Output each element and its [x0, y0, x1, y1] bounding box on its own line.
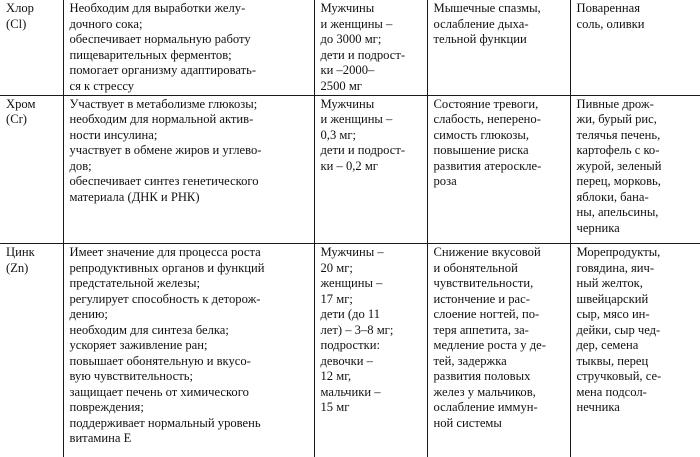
- deficiency-cell: [427, 244, 570, 457]
- cell-line: Мужчины –: [320, 245, 384, 260]
- element-cell: [0, 95, 63, 243]
- cell-line: девочки –: [320, 353, 373, 368]
- cell-line: ной системы: [433, 415, 502, 430]
- cell-line: 0,3 мг;: [320, 127, 357, 142]
- norm-cell: [314, 244, 427, 457]
- cell-line: помогает организму адаптировать-: [69, 63, 257, 77]
- cell-line: дети и подрост-: [320, 47, 406, 62]
- cell-line: дению;: [69, 307, 108, 322]
- cell-line: швейцарский: [576, 291, 649, 306]
- cell-line: развития половых: [433, 369, 531, 384]
- cell-line: сыр, мясо ин-: [576, 307, 650, 322]
- cell-line: до 3000 мг;: [320, 32, 382, 46]
- table-row-chlorine: [0, 0, 700, 95]
- cell-line: Снижение вкусовой: [433, 245, 541, 260]
- cell-line: Хром: [6, 96, 36, 111]
- sources-cell: [570, 244, 700, 457]
- cell-line: ослабление иммун-: [433, 400, 538, 415]
- cell-line: необходим для нормальной актив-: [69, 112, 254, 127]
- cell-line: мальчики –: [320, 384, 381, 399]
- cell-line: слоение ногтей, по-: [433, 307, 540, 322]
- cell-line: репродуктивных органов и функций: [69, 260, 265, 275]
- element-cell: [0, 244, 63, 457]
- cell-line: (Cl): [6, 16, 27, 31]
- cell-line: 15 мг: [320, 400, 350, 415]
- cell-line: (Cr): [6, 112, 27, 127]
- cell-line: необходим для синтеза белка;: [69, 322, 229, 337]
- cell-line: черника: [576, 220, 620, 235]
- cell-line: жи, бурый рис,: [576, 112, 657, 127]
- cell-line: истончение и рас-: [433, 291, 530, 306]
- cell-line: ности инсулина;: [69, 127, 158, 142]
- cell-line: Пивные дрож-: [576, 96, 654, 111]
- norm-cell: [314, 0, 427, 95]
- cell-line: Поваренная: [576, 1, 641, 15]
- cell-line: слабость, неперено-: [433, 112, 541, 127]
- cell-line: перец, морковь,: [576, 174, 661, 189]
- cell-line: Мужчины: [320, 1, 375, 15]
- cell-line: дейки, сыр чед-: [576, 322, 661, 337]
- cell-line: пищеварительных ферментов;: [69, 47, 232, 62]
- cell-line: дер, семена: [576, 338, 639, 353]
- element-cell: [0, 0, 63, 95]
- cell-line: ки – 0,2 мг: [320, 158, 378, 173]
- cell-line: повышение риска: [433, 143, 529, 158]
- cell-line: теря аппетита, за-: [433, 322, 529, 337]
- cell-line: вую чувствительность;: [69, 369, 193, 384]
- cell-line: Имеет значение для процесса роста: [69, 245, 261, 260]
- cell-line: 2500 мг: [320, 78, 362, 93]
- cell-line: защищает печень от химического: [69, 384, 249, 399]
- cell-line: медление роста у де-: [433, 338, 546, 353]
- cell-line: женщины –: [320, 276, 383, 291]
- cell-line: стручковый, се-: [576, 369, 662, 384]
- cell-line: материала (ДНК и РНК): [69, 189, 200, 204]
- cell-line: говядина, яич-: [576, 260, 655, 275]
- cell-line: лет) – 3–8 мг;: [320, 322, 394, 337]
- cell-line: и обонятельной: [433, 260, 518, 275]
- cell-line: (Zn): [6, 260, 29, 275]
- cell-line: 17 мг;: [320, 291, 353, 306]
- cell-line: нечника: [576, 400, 620, 415]
- cell-line: тельной функции: [433, 32, 527, 46]
- sources-cell: [570, 95, 700, 243]
- cell-line: Состояние тревоги,: [433, 96, 539, 111]
- table-row-chromium: [0, 95, 700, 243]
- cell-line: Морепродукты,: [576, 245, 661, 260]
- sources-cell: [570, 0, 700, 95]
- table-row-zinc: [0, 244, 700, 457]
- norm-cell: [314, 95, 427, 243]
- cell-line: подростки:: [320, 338, 380, 353]
- functions-cell: [63, 244, 314, 457]
- cell-line: соль, оливки: [576, 16, 645, 31]
- cell-line: 20 мг;: [320, 260, 353, 275]
- cell-line: дети (до 11: [320, 307, 381, 322]
- functions-cell: [63, 95, 314, 243]
- cell-line: и женщины –: [320, 112, 393, 127]
- cell-line: Цинк: [6, 245, 35, 260]
- cell-line: и женщины –: [320, 16, 393, 31]
- cell-line: Мужчины: [320, 96, 375, 111]
- cell-line: ки –2000–: [320, 63, 375, 77]
- cell-line: дов;: [69, 158, 92, 173]
- cell-line: витамина Е: [69, 431, 132, 446]
- cell-line: обеспечивает нормальную работу: [69, 32, 251, 46]
- cell-line: развития атероскле-: [433, 158, 542, 173]
- cell-line: ускоряет заживление ран;: [69, 338, 208, 353]
- functions-cell: [63, 0, 314, 95]
- cell-line: ный желток,: [576, 276, 643, 291]
- cell-line: тыквы, перец: [576, 353, 649, 368]
- cell-line: предстательной железы;: [69, 276, 201, 291]
- cell-line: телячья печень,: [576, 127, 661, 142]
- cell-line: роза: [433, 174, 457, 189]
- cell-line: тей, задержка: [433, 353, 507, 368]
- cell-line: участвует в обмене жиров и углево-: [69, 143, 262, 158]
- cell-line: чувствительности,: [433, 276, 534, 291]
- deficiency-cell: [427, 95, 570, 243]
- cell-line: Хлор: [6, 1, 34, 15]
- cell-line: яблоки, бана-: [576, 189, 649, 204]
- cell-line: желез у мальчиков,: [433, 384, 536, 399]
- cell-line: дочного сока;: [69, 16, 143, 31]
- cell-line: картофель с ко-: [576, 143, 660, 158]
- cell-line: повышает обонятельную и вкусо-: [69, 353, 251, 368]
- cell-line: ся к стрессу: [69, 78, 135, 93]
- cell-line: 12 мг,: [320, 369, 352, 384]
- cell-line: журой, зеленый: [576, 158, 662, 173]
- cell-line: симость глюкозы,: [433, 127, 529, 142]
- cell-line: Участвует в метаболизме глюкозы;: [69, 96, 258, 111]
- cell-line: мена подсол-: [576, 384, 647, 399]
- cell-line: ослабление дыха-: [433, 16, 529, 31]
- cell-line: регулирует способность к деторож-: [69, 291, 261, 306]
- cell-line: дети и подрост-: [320, 143, 406, 158]
- cell-line: поддерживает нормальный уровень: [69, 415, 261, 430]
- cell-line: повреждения;: [69, 400, 144, 415]
- deficiency-cell: [427, 0, 570, 95]
- cell-line: Мышечные спазмы,: [433, 1, 541, 15]
- cell-line: Необходим для выработки желу-: [69, 1, 246, 15]
- cell-line: обеспечивает синтез генетического: [69, 174, 259, 189]
- cell-line: ны, апельсины,: [576, 205, 659, 220]
